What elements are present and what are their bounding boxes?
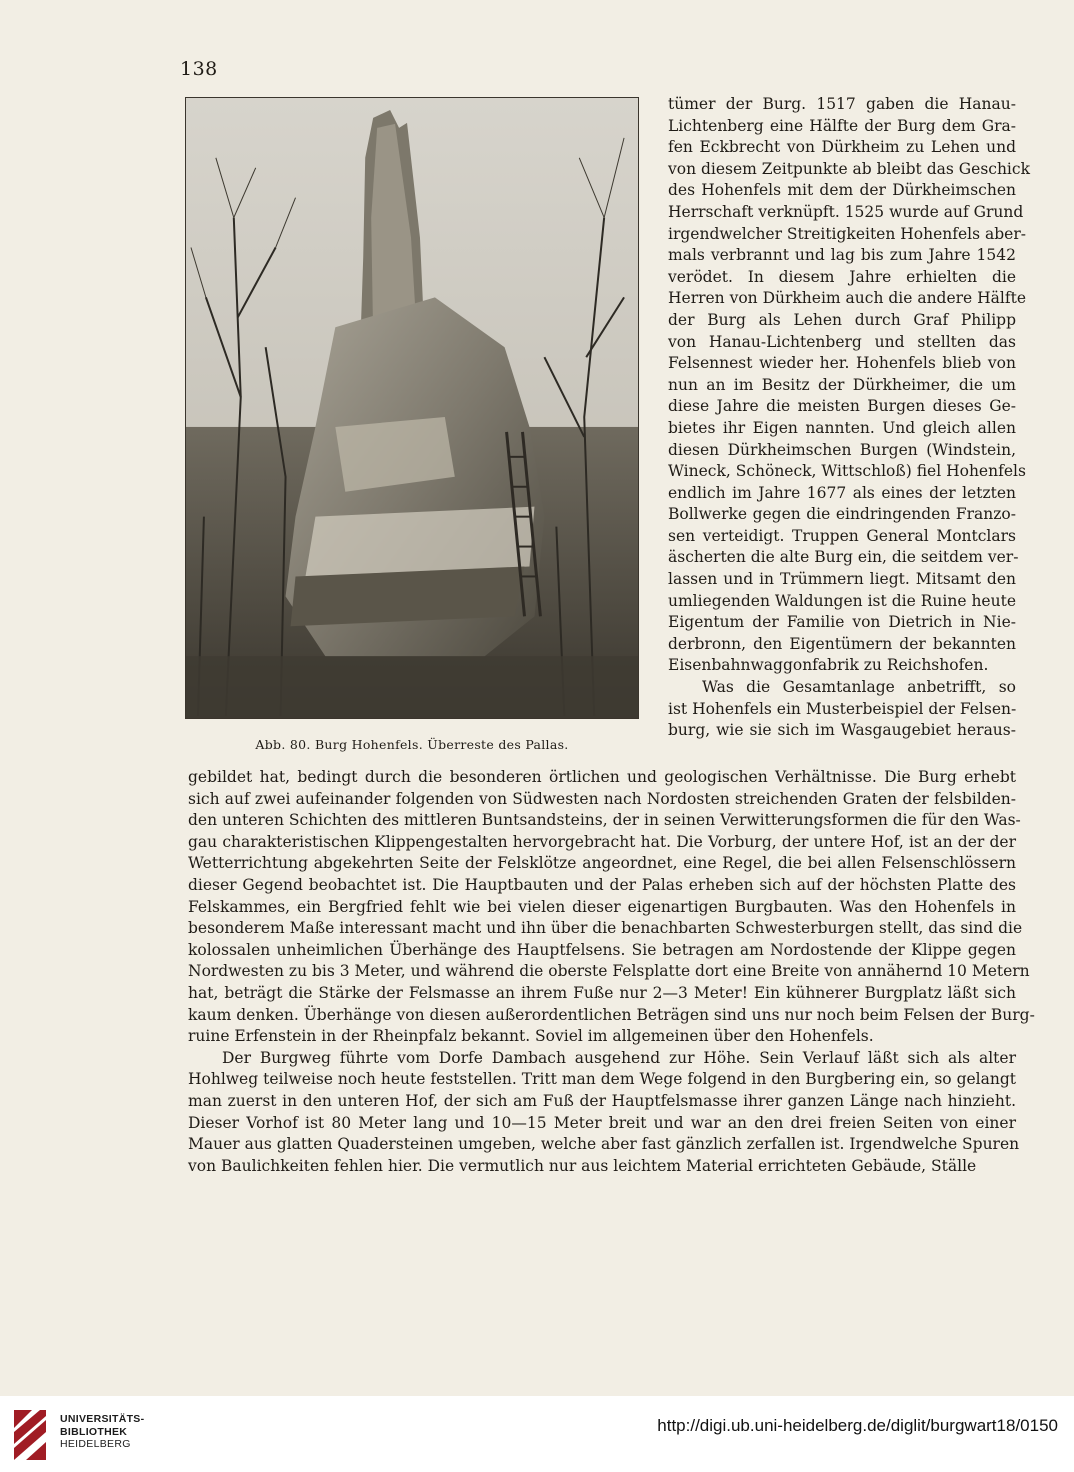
text-line: Felskammes, ein Bergfried fehlt wie bei vielen dieser eigenartigen Burgbauten. Was den Hohenfels in xyxy=(188,897,1016,916)
source-url-link[interactable]: http://digi.ub.uni-heidelberg.de/diglit/burgwart18/0150 xyxy=(657,1416,1058,1435)
castle-ruin-photo-illustration xyxy=(186,98,638,718)
logo-line: UNIVERSITÄTS- xyxy=(60,1413,145,1425)
text-line: von Baulichkeiten fehlen hier. Die vermutlich nur aus leichtem Material errichteten Gebäude, Ställe xyxy=(188,1156,977,1175)
text-line: irgendwelcher Streitigkeiten Hohenfels aber- xyxy=(668,224,1026,243)
text-line: Eisenbahnwaggonfabrik zu Reichshofen. xyxy=(668,656,989,675)
text-line: des Hohenfels mit dem der Dürkheimschen xyxy=(668,181,1016,200)
university-logo-icon xyxy=(10,1406,50,1462)
text-line: man zuerst in den unteren Hof, der sich am Fuß der Hauptfelsmasse ihrer ganzen Länge nach hinzieht. xyxy=(188,1091,1016,1110)
text-line: Herrschaft verknüpft. 1525 wurde auf Grund xyxy=(668,202,1024,221)
text-line: sich auf zwei aufeinander folgenden von Südwesten nach Nordosten streichenden Graten der felsbilden- xyxy=(188,789,1016,808)
text-line: sen verteidigt. Truppen General Montclars xyxy=(668,526,1016,545)
photo-burg-hohenfels xyxy=(185,97,639,719)
text-line: von Hanau-Lichtenberg und stellten das xyxy=(668,332,1016,351)
text-line: burg, wie sie sich im Wasgaugebiet heraus- xyxy=(668,721,1016,740)
text-line: der Burg als Lehen durch Graf Philipp xyxy=(668,310,1016,329)
text-line: tümer der Burg. 1517 gaben die Hanau- xyxy=(668,95,1016,113)
text-line: Was die Gesamtanlage anbetrifft, so xyxy=(702,678,1016,697)
text-line: Der Burgweg führte vom Dorfe Dambach ausgehend zur Höhe. Sein Verlauf läßt sich als alter xyxy=(222,1048,1016,1067)
text-line: Wetterrichtung abgekehrten Seite der Felsklötze angeordnet, eine Regel, die bei allen Felsenschlössern xyxy=(188,854,1016,873)
text-line: von diesem Zeitpunkte ab bleibt das Geschick xyxy=(668,159,1030,178)
text-line: Bollwerke gegen die eindringenden Franzo- xyxy=(668,505,1016,524)
text-line: dieser Gegend beobachtet ist. Die Hauptbauten und der Palas erheben sich auf der höchsten Platte des xyxy=(188,875,1016,894)
text-line: derbronn, den Eigentümern der bekannten xyxy=(668,634,1016,653)
text-line: endlich im Jahre 1677 als eines der letzten xyxy=(668,483,1016,502)
text-line: ist Hohenfels ein Musterbeispiel der Felsen- xyxy=(668,699,1017,718)
text-line: Hohlweg teilweise noch heute feststellen. Tritt man dem Wege folgend in den Burgbering ein, so gelangt xyxy=(188,1070,1016,1089)
text-line: ruine Erfenstein in der Rheinpfalz bekannt. Soviel im allgemeinen über den Hohenfels. xyxy=(188,1027,874,1046)
right-column-text xyxy=(668,94,1030,742)
text-line: kaum denken. Überhänge von diesen außerordentlichen Beträgen sind uns nur noch beim Felsen der Burg- xyxy=(188,1005,1035,1024)
text-line: den unteren Schichten des mittleren Buntsandsteins, der in seinen Verwitterungsformen die für den Was- xyxy=(188,811,1021,830)
text-line: Mauer aus glatten Quadersteinen umgeben, welche aber fast gänzlich zerfallen ist. Irgendwelche Spuren xyxy=(188,1135,1020,1154)
text-line: diese Jahre die meisten Burgen dieses Ge- xyxy=(668,397,1016,416)
text-line: lassen und in Trümmern liegt. Mitsamt den xyxy=(668,570,1016,589)
text-line: bietes ihr Eigen nannten. Und gleich allen xyxy=(668,418,1016,437)
text-line: hat, beträgt die Stärke der Felsmasse an ihrem Fuße nur 2—3 Meter! Ein kühnerer Burgplatz läßt sich xyxy=(188,983,1016,1002)
footer-bar xyxy=(0,1396,1074,1472)
text-line: gau charakteristischen Klippengestalten hervorgebracht hat. Die Vorburg, der untere Hof, ist an der der xyxy=(188,832,1016,851)
text-line: diesen Dürkheimschen Burgen (Windstein, xyxy=(668,440,1016,459)
text-line: Dieser Vorhof ist 80 Meter lang und 10—15 Meter breit und war an den drei freien Seiten von einer xyxy=(188,1113,1016,1132)
text-line: Nordwesten zu bis 3 Meter, und während die oberste Felsplatte dort eine Breite von annähernd 10 Metern xyxy=(188,962,1030,981)
text-line: kolossalen unheimlichen Überhänge des Hauptfelsens. Sie betragen am Nordostende der Klippe gegen xyxy=(188,940,1016,959)
text-line: mals verbrannt und lag bis zum Jahre 1542 xyxy=(668,246,1016,265)
text-line: Wineck, Schöneck, Wittschloß) fiel Hohenfels xyxy=(668,462,1026,481)
text-line: Eigentum der Familie von Dietrich in Nie- xyxy=(668,613,1016,632)
logo-line: HEIDELBERG xyxy=(60,1438,131,1450)
text-line: verödet. In diesem Jahre erhielten die xyxy=(668,267,1016,286)
text-line: Felsennest wieder her. Hohenfels blieb von xyxy=(668,354,1016,373)
logo-line: BIBLIOTHEK xyxy=(60,1425,128,1438)
full-width-text xyxy=(188,767,1035,1177)
text-line: Herren von Dürkheim auch die andere Hälfte xyxy=(668,289,1027,308)
text-line: umliegenden Waldungen ist die Ruine heute xyxy=(668,591,1016,610)
text-line: gebildet hat, bedingt durch die besonderen örtlichen und geologischen Verhältnisse. Die Burg erhebt xyxy=(188,768,1016,786)
text-line: Lichtenberg eine Hälfte der Burg dem Gra- xyxy=(668,116,1016,135)
text-line: nun an im Besitz der Dürkheimer, die um xyxy=(668,375,1016,394)
figure-caption: Abb. 80. Burg Hohenfels. Überreste des Pallas. xyxy=(255,737,569,752)
text-line: besonderem Maße interessant macht und ihn über die benachbarten Schwesterburgen stellt, das sind die xyxy=(188,919,1023,938)
text-line: äscherten die alte Burg ein, die seitdem ver- xyxy=(668,548,1019,567)
page-number: 138 xyxy=(180,58,218,80)
text-line: fen Eckbrecht von Dürkheim zu Lehen und xyxy=(668,138,1016,157)
university-logo-text xyxy=(60,1413,144,1451)
